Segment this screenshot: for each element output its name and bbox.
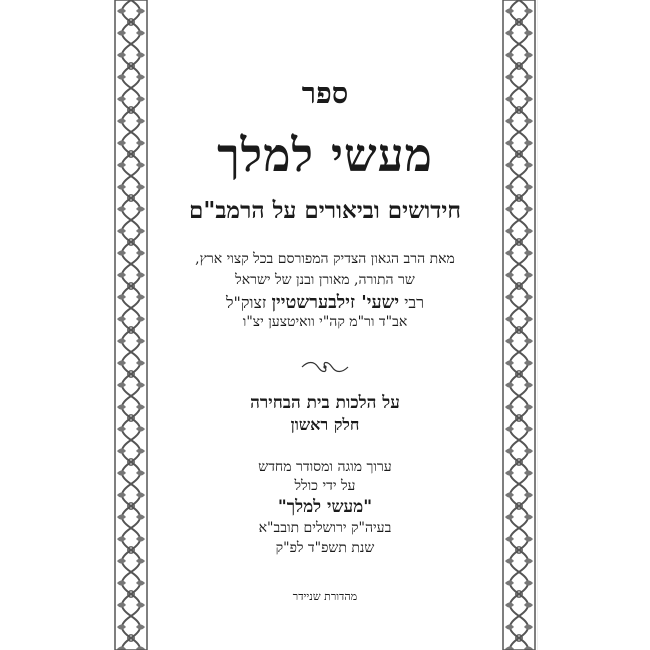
- author-line-4: אב"ד ור"מ קה"י וואיטצען יצ"ו: [242, 314, 408, 330]
- scroll-flourish-icon: [300, 360, 350, 374]
- author-line-1: מאת הרב הגאון הצדיק המפורסם בכל קצוי ארץ,: [195, 251, 455, 267]
- sefer-label: ספר: [301, 76, 349, 110]
- edition-label: מהדורת שניידר: [292, 590, 358, 603]
- section-part: חלק ראשון: [290, 415, 360, 434]
- author-name: ישעי' זילבערשטיין: [271, 292, 400, 313]
- title-page-text: [148, 0, 502, 650]
- publisher-line-3: "מעשי למלך": [277, 497, 373, 517]
- section-heading: על הלכות בית הבחירה: [250, 393, 400, 413]
- author-prefix: רבי: [404, 293, 424, 312]
- book-subtitle: חידושים וביאורים על הרמב"ם: [189, 197, 461, 224]
- publisher-line-2: על ידי כולל: [294, 478, 356, 494]
- ornamental-border-left-icon: [114, 0, 148, 650]
- publisher-line-1: ערוך מוגה ומסודר מחדש: [258, 459, 392, 475]
- book-title: מעשי למלך: [217, 128, 433, 182]
- ornamental-border-right-icon: [502, 0, 536, 650]
- author-line-2: שר התורה, מאורן ובנן של ישראל: [235, 272, 415, 288]
- publisher-line-4: בעיה"ק ירושלים תובב"א: [258, 520, 392, 536]
- publisher-line-5: שנת תשפ"ד לפ"ק: [275, 540, 375, 556]
- author-line-3: [148, 292, 502, 313]
- author-suffix: זצוק"ל: [226, 293, 267, 312]
